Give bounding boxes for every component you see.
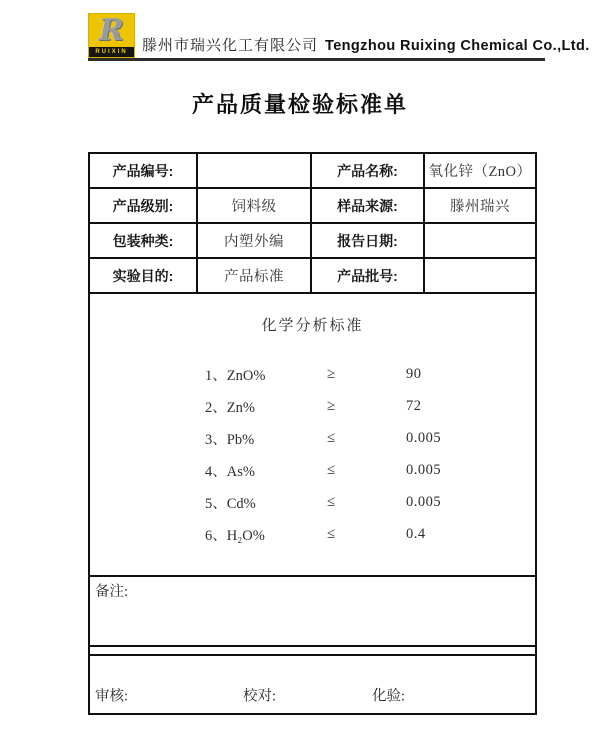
package-type-value-cell <box>198 224 312 257</box>
item-operator: ≤ <box>327 493 336 510</box>
company-name-english: Tengzhou Ruixing Chemical Co.,Ltd. <box>325 38 590 54</box>
item-operator: ≥ <box>327 397 336 414</box>
analysis-item-zno <box>205 358 535 390</box>
item-operator: ≤ <box>327 525 336 542</box>
analysis-item-as <box>205 454 535 486</box>
item-value: 0.005 <box>406 493 442 510</box>
item-operator: ≤ <box>327 461 336 478</box>
product-grade-label: 产品级别: <box>112 197 174 214</box>
table-row <box>90 154 535 189</box>
chemical-analysis-section <box>90 316 535 577</box>
company-logo <box>88 13 135 58</box>
item-value: 0.4 <box>406 525 426 542</box>
sample-source-label: 样品来源: <box>337 197 398 214</box>
product-code-label-cell <box>90 154 198 187</box>
batch-number-value-cell <box>425 259 535 292</box>
item-name: 1、ZnO% <box>205 367 266 384</box>
package-type-value: 内塑外编 <box>224 234 284 250</box>
test-purpose-label-cell <box>90 259 198 292</box>
company-header <box>88 13 590 58</box>
company-name <box>142 34 590 58</box>
test-purpose-label: 实验目的: <box>112 267 174 284</box>
test-purpose-value: 产品标准 <box>224 269 284 285</box>
item-name: 2、Zn% <box>205 399 255 416</box>
package-type-label: 包装种类: <box>112 232 174 249</box>
product-name-value-cell <box>425 154 535 187</box>
item-value: 0.005 <box>406 461 442 478</box>
analysis-item-zn <box>205 390 535 422</box>
divider-row <box>90 647 535 656</box>
table-row <box>90 189 535 224</box>
report-date-label: 报告日期: <box>337 232 398 249</box>
sample-source-value: 滕州瑞兴 <box>450 199 510 215</box>
assay-label: 化验: <box>372 688 406 705</box>
header-divider <box>88 58 545 61</box>
batch-number-label-cell <box>312 259 425 292</box>
analysis-item-h2o <box>205 518 535 550</box>
analysis-item-cd <box>205 486 535 518</box>
product-name-value: 氧化锌（ZnO） <box>428 164 532 180</box>
item-operator: ≤ <box>327 429 336 446</box>
product-grade-value: 饲料级 <box>231 199 277 215</box>
table-row <box>90 224 535 259</box>
item-name: 3、Pb% <box>205 431 255 448</box>
signature-section <box>90 656 535 729</box>
analysis-items <box>90 358 535 550</box>
product-grade-label-cell <box>90 189 198 222</box>
item-value: 90 <box>406 365 422 382</box>
test-purpose-value-cell <box>198 259 312 292</box>
product-code-value-cell <box>198 154 312 187</box>
product-code-label: 产品编号: <box>112 162 174 179</box>
page-title: 产品质量检验标准单 <box>191 92 408 117</box>
analysis-heading: 化学分析标准 <box>261 318 364 334</box>
analysis-item-pb <box>205 422 535 454</box>
proofread-label: 校对: <box>243 688 277 705</box>
logo-r-icon: R <box>99 13 124 48</box>
product-grade-value-cell <box>198 189 312 222</box>
product-name-label: 产品名称: <box>337 162 398 179</box>
table-row <box>90 259 535 294</box>
package-type-label-cell <box>90 224 198 257</box>
item-value: 0.005 <box>406 429 442 446</box>
sample-source-label-cell <box>312 189 425 222</box>
item-name: 6、H₂O% <box>205 527 265 544</box>
item-name: 5、Cd% <box>205 495 256 512</box>
report-date-value-cell <box>425 224 535 257</box>
remarks-section <box>90 577 535 647</box>
remarks-label: 备注: <box>95 584 129 600</box>
batch-number-label: 产品批号: <box>337 267 398 284</box>
item-name: 4、As% <box>205 463 255 480</box>
sample-source-value-cell <box>425 189 535 222</box>
review-label: 审核: <box>95 688 129 705</box>
inspection-table <box>88 152 537 715</box>
logo-brand-text: RUIXIN <box>89 47 134 57</box>
report-date-label-cell <box>312 224 425 257</box>
company-name-chinese: 滕州市瑞兴化工有限公司 <box>142 38 319 54</box>
product-name-label-cell <box>312 154 425 187</box>
item-operator: ≥ <box>327 365 336 382</box>
item-value: 72 <box>406 397 422 414</box>
